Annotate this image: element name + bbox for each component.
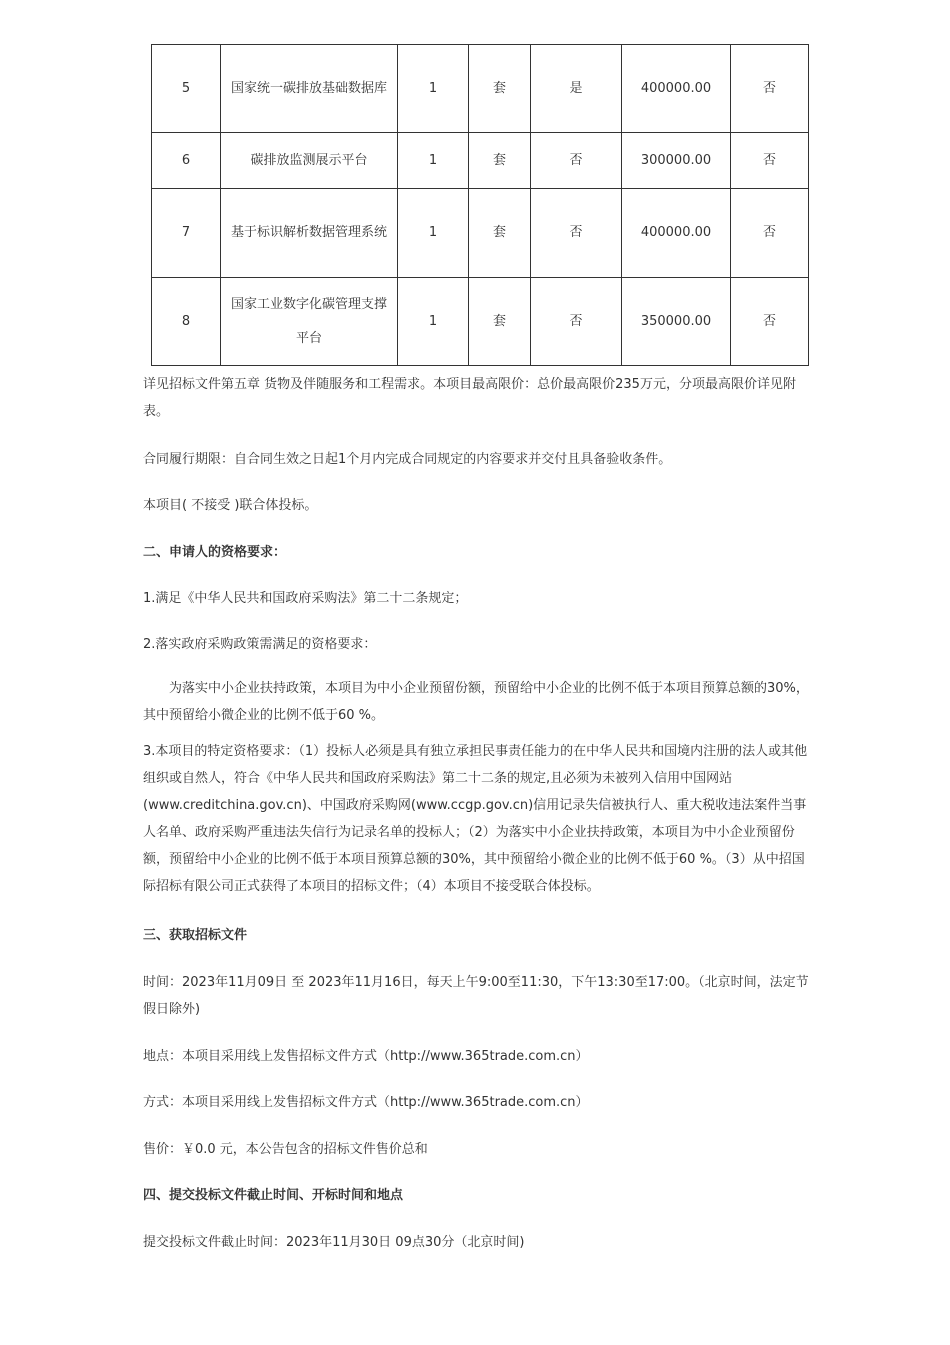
item-price: 400000.00 (622, 189, 731, 278)
item-other: 否 (731, 189, 809, 278)
section-heading-obtain-documents: 三、获取招标文件 (143, 928, 248, 943)
item-name: 基于标识解析数据管理系统 (221, 189, 398, 278)
row-number: 5 (152, 45, 221, 133)
sale-method: 方式：本项目采用线上发售招标文件方式（http://www.365trade.com.cn） (143, 1095, 589, 1110)
item-price: 300000.00 (622, 133, 731, 189)
item-name: 国家工业数字化碳管理支撑平台 (221, 278, 398, 366)
item-other: 否 (731, 278, 809, 366)
item-unit: 套 (469, 189, 531, 278)
row-number: 6 (152, 133, 221, 189)
item-flag: 否 (531, 189, 622, 278)
contract-period: 合同履行期限：自合同生效之日起1个月内完成合同规定的内容要求并交付且具备验收条件。 (143, 452, 672, 467)
item-flag: 是 (531, 45, 622, 133)
sale-price: 售价：￥0.0 元，本公告包含的招标文件售价总和 (143, 1142, 428, 1157)
item-flag: 否 (531, 133, 622, 189)
item-quantity: 1 (398, 133, 469, 189)
item-unit: 套 (469, 278, 531, 366)
sale-place: 地点：本项目采用线上发售招标文件方式（http://www.365trade.com.cn） (143, 1049, 589, 1064)
item-other: 否 (731, 45, 809, 133)
item-name: 碳排放监测展示平台 (221, 133, 398, 189)
item-price: 400000.00 (622, 45, 731, 133)
item-unit: 套 (469, 45, 531, 133)
row-number: 8 (152, 278, 221, 366)
requirement-2-detail: 为落实中小企业扶持政策，本项目为中小企业预留份额，预留给中小企业的比例不低于本项目预算总额的30%，其中预留给小微企业的比例不低于60 %。 (143, 681, 809, 723)
table-row (152, 133, 809, 189)
item-flag: 否 (531, 278, 622, 366)
requirement-2: 2.落实政府采购政策需满足的资格要求： (143, 637, 377, 652)
item-other: 否 (731, 133, 809, 189)
items-table (151, 44, 809, 366)
item-quantity: 1 (398, 45, 469, 133)
requirement-1: 1.满足《中华人民共和国政府采购法》第二十二条规定； (143, 591, 468, 606)
item-name: 国家统一碳排放基础数据库 (221, 45, 398, 133)
item-price: 350000.00 (622, 278, 731, 366)
row-number: 7 (152, 189, 221, 278)
table-row (152, 189, 809, 278)
detail-paragraph: 详见招标文件第五章 货物及伴随服务和工程需求。本项目最高限价：总价最高限价235万元，分项最高限价详见附表。 (143, 377, 796, 419)
consortium-note: 本项目( 不接受 )联合体投标。 (143, 498, 318, 513)
table-row (152, 278, 809, 366)
submission-deadline: 提交投标文件截止时间：2023年11月30日 09点30分（北京时间) (143, 1235, 525, 1250)
section-heading-deadline: 四、提交投标文件截止时间、开标时间和地点 (143, 1188, 404, 1203)
requirement-3: 3.本项目的特定资格要求：（1）投标人必须是具有独立承担民事责任能力的在中华人民共和国境内注册的法人或其他组织或自然人，符合《中华人民共和国政府采购法》第二十二条的规定,且必须为未被列入信用中国网站(www.creditchina.gov.cn)、中国政府采购网(www.ccgp.gov.cn)信用记录失信被执行人、重大税收违法案件当事人名单、政府采购严重违法失信行为记录名单的投标人；（2）为落实中小企业扶持政策，本项目为中小企业预留份额，预留给中小企业的比例不低于本项目预算总额的30%，其中预留给小微企业的比例不低于60 %。（3）从中招国际招标有限公司正式获得了本项目的招标文件；（4）本项目不接受联合体投标。 (143, 744, 808, 894)
section-heading-qualifications: 二、申请人的资格要求： (143, 545, 287, 560)
item-quantity: 1 (398, 189, 469, 278)
item-quantity: 1 (398, 278, 469, 366)
item-unit: 套 (469, 133, 531, 189)
table-row (152, 45, 809, 133)
sale-time: 时间：2023年11月09日 至 2023年11月16日，每天上午9:00至11:30，下午13:30至17:00。（北京时间，法定节假日除外) (143, 975, 809, 1017)
